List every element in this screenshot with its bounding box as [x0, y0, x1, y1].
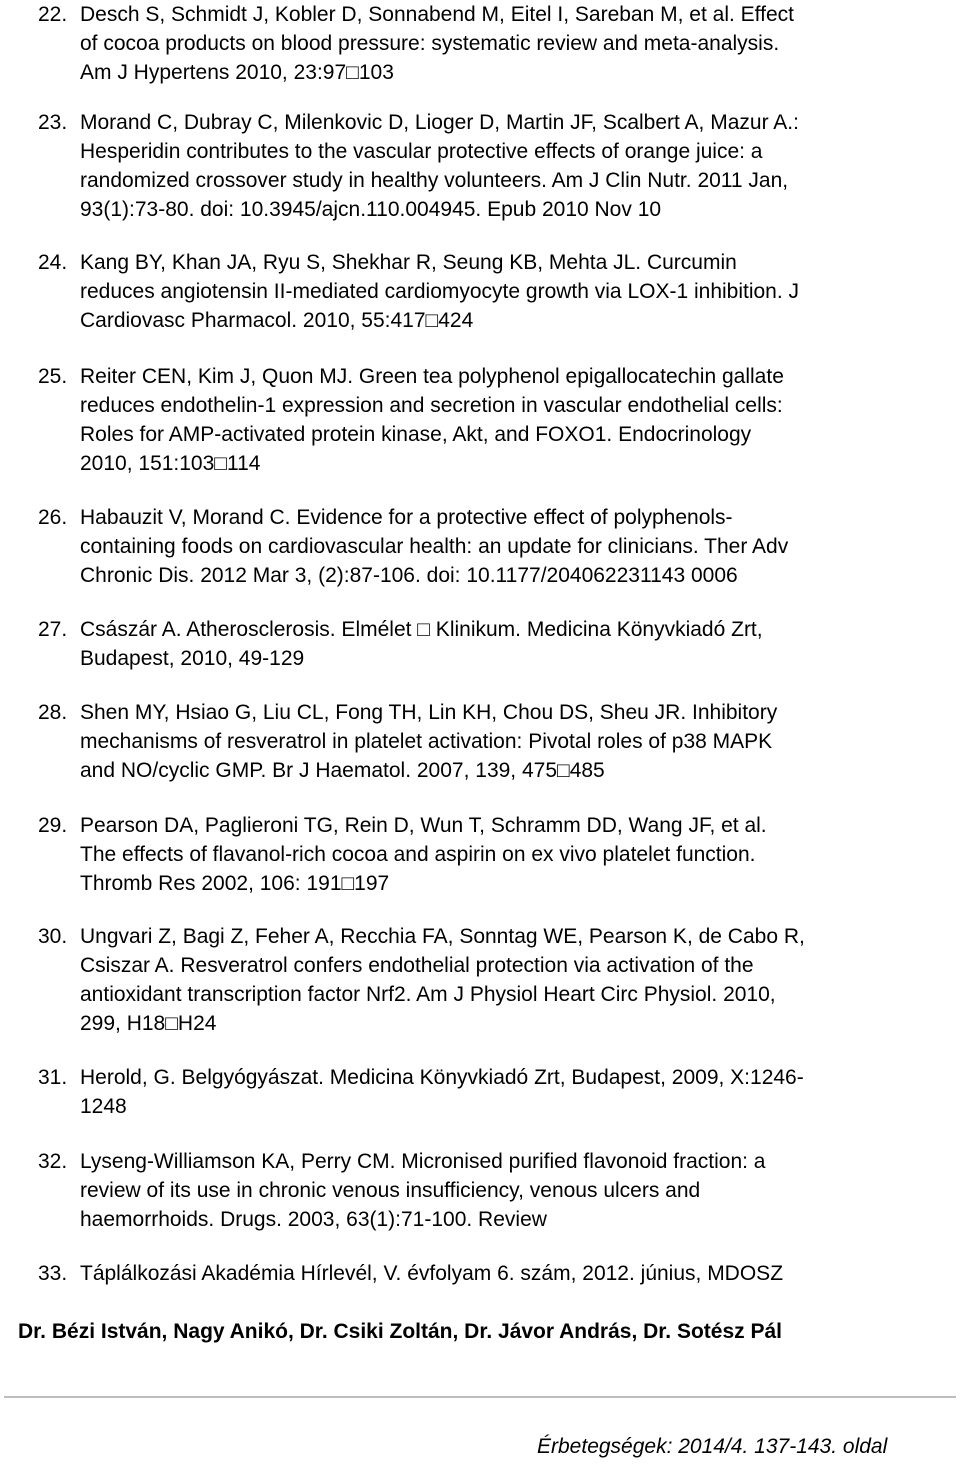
reference-line: Cardiovasc Pharmacol. 2010, 55:417□424	[80, 309, 474, 332]
reference-line: Lyseng-Williamson KA, Perry CM. Micronised purified flavonoid fraction: a	[80, 1150, 766, 1173]
reference-line: Shen MY, Hsiao G, Liu CL, Fong TH, Lin KH, Chou DS, Sheu JR. Inhibitory	[80, 701, 778, 724]
reference-line: Kang BY, Khan JA, Ryu S, Shekhar R, Seung KB, Mehta JL. Curcumin	[80, 251, 737, 274]
reference-line: Budapest, 2010, 49-129	[80, 647, 305, 670]
reference-number: 29.	[38, 814, 68, 837]
reference-line: Császár A. Atherosclerosis. Elmélet □ Klinikum. Medicina Könyvkiadó Zrt,	[80, 618, 763, 641]
reference-line: haemorrhoids. Drugs. 2003, 63(1):71-100. Review	[80, 1208, 547, 1231]
reference-line: mechanisms of resveratrol in platelet activation: Pivotal roles of p38 MAPK	[80, 730, 773, 753]
reference-line: Ungvari Z, Bagi Z, Feher A, Recchia FA, Sonntag WE, Pearson K, de Cabo R,	[80, 925, 805, 948]
reference-number: 23.	[38, 111, 68, 134]
page-footer: Érbetegségek: 2014/4. 137-143. oldal	[537, 1435, 888, 1458]
reference-line: The effects of flavanol-rich cocoa and aspirin on ex vivo platelet function.	[80, 843, 756, 866]
reference-number: 32.	[38, 1150, 68, 1173]
reference-line: Habauzit V, Morand C. Evidence for a protective effect of polyphenols-	[80, 506, 733, 529]
reference-number: 27.	[38, 618, 68, 641]
reference-number: 26.	[38, 506, 68, 529]
reference-line: Herold, G. Belgyógyászat. Medicina Könyvkiadó Zrt, Budapest, 2009, X:1246-	[80, 1066, 804, 1089]
reference-line: reduces angiotensin II-mediated cardiomyocyte growth via LOX-1 inhibition. J	[80, 280, 800, 303]
reference-line: 299, H18□H24	[80, 1012, 217, 1035]
reference-number: 31.	[38, 1066, 68, 1089]
footer-divider	[4, 1396, 956, 1398]
reference-line: Chronic Dis. 2012 Mar 3, (2):87-106. doi: 10.1177/204062231143 0006	[80, 564, 738, 587]
reference-line: review of its use in chronic venous insufficiency, venous ulcers and	[80, 1179, 701, 1202]
reference-line: Reiter CEN, Kim J, Quon MJ. Green tea polyphenol epigallocatechin gallate	[80, 365, 784, 388]
reference-line: Hesperidin contributes to the vascular protective effects of orange juice: a	[80, 140, 763, 163]
reference-line: reduces endothelin-1 expression and secretion in vascular endothelial cells:	[80, 394, 783, 417]
reference-line: Morand C, Dubray C, Milenkovic D, Lioger D, Martin JF, Scalbert A, Mazur A.:	[80, 111, 799, 134]
reference-number: 33.	[38, 1262, 68, 1285]
reference-line: containing foods on cardiovascular health: an update for clinicians. Ther Adv	[80, 535, 789, 558]
reference-line: 2010, 151:103□114	[80, 452, 261, 475]
reference-line: Roles for AMP-activated protein kinase, Akt, and FOXO1. Endocrinology	[80, 423, 752, 446]
reference-line: antioxidant transcription factor Nrf2. Am J Physiol Heart Circ Physiol. 2010,	[80, 983, 776, 1006]
author-list: Dr. Bézi István, Nagy Anikó, Dr. Csiki Zoltán, Dr. Jávor András, Dr. Sotész Pál	[18, 1320, 783, 1343]
reference-line: Táplálkozási Akadémia Hírlevél, V. évfolyam 6. szám, 2012. június, MDOSZ	[80, 1262, 784, 1285]
reference-line: Pearson DA, Paglieroni TG, Rein D, Wun T, Schramm DD, Wang JF, et al.	[80, 814, 767, 837]
reference-line: of cocoa products on blood pressure: systematic review and meta-analysis.	[80, 32, 780, 55]
reference-number: 25.	[38, 365, 68, 388]
reference-number: 28.	[38, 701, 68, 724]
reference-line: Thromb Res 2002, 106: 191□197	[80, 872, 390, 895]
reference-number: 30.	[38, 925, 68, 948]
reference-number: 22.	[38, 3, 68, 26]
reference-line: randomized crossover study in healthy volunteers. Am J Clin Nutr. 2011 Jan,	[80, 169, 789, 192]
reference-number: 24.	[38, 251, 68, 274]
reference-line: Am J Hypertens 2010, 23:97□103	[80, 61, 394, 84]
reference-line: and NO/cyclic GMP. Br J Haematol. 2007, 139, 475□485	[80, 759, 605, 782]
reference-line: Csiszar A. Resveratrol confers endothelial protection via activation of the	[80, 954, 754, 977]
reference-line: 93(1):73-80. doi: 10.3945/ajcn.110.004945. Epub 2010 Nov 10	[80, 198, 662, 221]
reference-line: Desch S, Schmidt J, Kobler D, Sonnabend M, Eitel I, Sareban M, et al. Effect	[80, 3, 794, 26]
reference-line: 1248	[80, 1095, 127, 1118]
